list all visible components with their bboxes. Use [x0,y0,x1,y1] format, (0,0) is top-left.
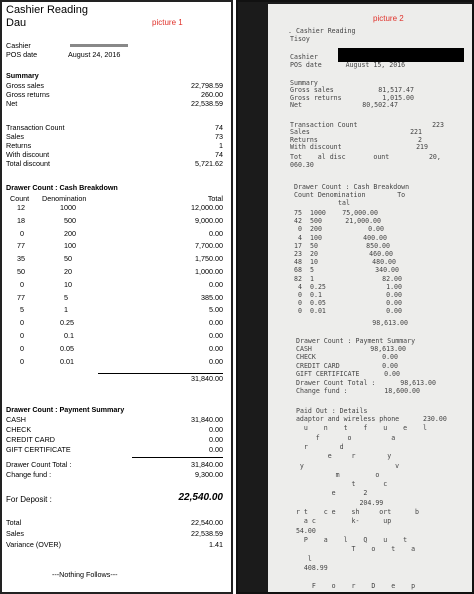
cashier-label: Cashier [6,41,31,50]
count-value: 74 [215,150,223,159]
paper-drawer-denomination: 50 [310,241,318,250]
drawer-total-value: 0.00 [209,343,223,353]
paper-drawer-count: 75 [294,209,302,217]
paper-drawer-total-value: 21,000.00 [345,217,381,226]
drawer-total-value: 1,000.00 [195,267,223,276]
payment-total-rule [132,457,223,458]
drawer-total-value: 0.00 [209,279,223,289]
drawer-count: 77 [17,292,25,302]
drawer-total-value: 385.00 [201,292,223,302]
pos-date-label: POS date [6,50,38,59]
drawer-denomination: 100 [64,241,76,251]
change-fund-label: Change fund : [6,470,52,479]
payment-value: 31,840.00 [191,415,223,424]
payment-value: 0.00 [209,435,223,444]
drawer-total-value: 1,750.00 [195,254,223,264]
paper-drawer-count: 82 [294,274,302,283]
paper-count-value: 2 [418,135,422,144]
drawer-count: 12 [17,203,25,212]
drawer-denomination: 50 [64,254,72,264]
paper-faded-line: a c k- up [288,517,392,526]
drawer-total-value: 0.00 [209,356,223,366]
drawer-total-value: 5.00 [209,305,223,315]
paper-payment-value: 0.00 [382,353,398,362]
drawer-total-value: 12,000.00 [191,203,223,212]
thermal-paper [268,4,474,592]
paper-faded-line: t c [288,480,388,489]
payment-label: CASH [6,415,26,424]
drawer-count: 0 [20,228,24,238]
paper-count-value: 221 [410,128,422,137]
paper-drawer-denomination: 10 [310,258,318,267]
receipt-subtitle: Dau [6,17,27,29]
drawer-count: 50 [17,267,25,276]
drawer-count: 18 [17,215,25,225]
paper-drawer-count: 4 [298,282,302,291]
drawer-denomination: 5 [64,292,68,302]
count-value: 1 [219,141,223,150]
paper-header-name: Tisoy [290,35,310,43]
paper-faded-line: P a l Q u t [288,535,408,544]
paper-payment-label: CASH [296,345,312,353]
receipt-picture-2 [236,0,474,594]
paper-faded-line: e r y [288,452,392,461]
paper-drawer-total-value: 400.00 [363,233,387,242]
payment-label: CREDIT CARD [6,435,55,444]
payment-label: GIFT CERTIFICATE [6,445,71,454]
summary-heading: Summary [6,71,39,80]
final-label: Sales [6,529,24,538]
payment-label: CHECK [6,425,32,434]
count-label: Total discount [6,159,50,168]
paper-faded-line: T o t a [288,545,416,554]
drawer-count: 35 [17,254,25,264]
paper-payment-label: Drawer Count Total : [296,378,376,387]
picture-label: picture 1 [152,18,183,27]
summary-label: Gross sales [6,81,44,90]
drawer-denomination: 20 [64,267,72,276]
paper-drawer-total-value: 1.00 [386,282,402,291]
drawer-total: 31,840.00 [191,374,223,383]
paper-payment-label: GIFT CERTIFICATE [296,370,360,379]
count-label: With discount [6,150,50,159]
drawer-count: 0 [20,343,24,353]
drawer-total-value: 9,000.00 [195,215,223,225]
drawer-count-total-label: Drawer Count Total : [6,460,72,469]
paper-drawer-count: 0 [298,225,302,234]
paper-total-discount-cont: 060.30 [290,161,314,169]
paper-payment-value: 0.00 [382,361,398,370]
paper-faded-line: adaptor and wireless phone 230.00 [288,415,447,423]
summary-label: Net [6,99,18,108]
count-label: Sales [6,132,24,141]
paper-drawer-total-value: 340.00 [375,266,399,275]
drawer-heading: Drawer Count : Cash Breakdown [6,183,118,192]
drawer-denomination: 0.05 [60,343,74,353]
paper-header: . Cashier Reading [288,27,356,35]
drawer-denomination: 0.25 [60,318,74,328]
drawer-count: 5 [20,305,24,315]
paper-drawer-total-value: 850.00 [366,241,390,250]
paper-payment-label: CREDIT CARD [296,361,340,370]
redacted-cashier-name [338,48,464,62]
drawer-col-count: Count [10,194,30,203]
paper-count-value: 223 [432,121,444,129]
final-label: Variance (OVER) [6,540,61,549]
final-label: Total [6,518,22,527]
paper-drawer-denomination: 1 [310,274,314,283]
paper-faded-line: l [288,554,312,563]
final-value: 22,538.59 [191,529,223,538]
paper-drawer-total-value: 480.00 [372,258,396,267]
drawer-denomination: 0.1 [64,331,74,340]
paper-drawer-denomination: 500 [310,217,322,226]
paper-drawer-denomination: 0.1 [310,291,322,299]
count-label: Returns [6,141,32,150]
paper-total-discount: Tot al disc ount 20, [290,153,441,161]
paper-drawer-denomination: 200 [310,225,322,234]
paper-drawer-count: 17 [294,241,302,250]
deposit-value: 22,540.00 [178,492,223,503]
final-value: 22,540.00 [191,518,223,527]
paper-drawer-count: 23 [294,250,302,258]
paper-drawer-count: 0 [298,299,302,308]
drawer-count: 0 [20,356,24,366]
drawer-denomination: 500 [64,215,76,225]
paper-drawer-total-value: 0.00 [386,291,402,299]
payment-value: 0.00 [209,425,223,434]
paper-drawer-columns-cont: tal [338,199,350,207]
paper-faded-line: f o a [288,433,396,442]
paper-drawer-total-value: 0.00 [386,307,402,316]
paper-faded-line: u n t f u e l [288,424,427,433]
drawer-denomination: 1000 [60,203,76,212]
paper-summary-label: Summary [290,79,318,87]
paper-faded-line: y v [288,461,400,470]
final-value: 1.41 [209,540,223,549]
drawer-total-value: 0.00 [209,228,223,238]
drawer-denomination: 0.01 [60,356,74,366]
drawer-total-value: 0.00 [209,318,223,328]
drawer-denomination: 10 [64,279,72,289]
paper-drawer-count: 42 [294,217,302,226]
paper-payment-value: 18,600.00 [384,387,420,395]
drawer-col-denomination: Denomination [42,194,87,203]
paper-summary-label: Gross sales [290,86,334,95]
paper-drawer-denomination: 1000 [310,209,326,217]
paper-count-label: Returns [290,135,318,144]
drawer-count: 0 [20,279,24,289]
paper-count-label: With discount [290,143,342,152]
paper-faded-line: F o r D e p [288,582,416,591]
paper-drawer-count: 68 [294,266,302,275]
paper-summary-label: Gross returns [290,93,342,102]
paper-count-label: Transaction Count [290,121,358,129]
paper-payment-label: Change fund : [296,387,348,395]
paper-drawer-columns: Count Denomination To [294,191,406,199]
paper-drawer-total-value: 460.00 [369,250,393,258]
drawer-count: 0 [20,318,24,328]
paper-drawer-denomination: 0.05 [310,299,326,308]
paper-faded-line: m o [288,470,380,479]
summary-label: Gross returns [6,90,50,99]
paper-payment-value: 0.00 [384,370,400,379]
receipt-picture-1 [0,0,233,594]
count-label: Transaction Count [6,123,65,132]
drawer-denomination: 200 [64,228,76,238]
paper-summary-label: Net [290,101,302,110]
count-value: 5,721.62 [195,159,223,168]
paper-faded-line: 54.00 [288,526,316,535]
payment-value: 0.00 [209,445,223,454]
paper-faded-line: 408.99 [288,563,328,572]
paper-payment-label: CHECK [296,353,316,362]
paper-faded-line: r d [288,442,344,451]
drawer-count: 0 [20,331,24,340]
drawer-count: 77 [17,241,25,251]
summary-value: 260.00 [201,90,223,99]
paper-cashier-label: Cashier [290,53,318,61]
paper-drawer-denomination: 0.25 [310,282,326,291]
count-value: 74 [215,123,223,132]
payment-heading: Drawer Count : Payment Summary [6,405,125,414]
paper-summary-value: 81,517.47 [378,86,414,95]
paper-drawer-denomination: 5 [310,266,314,275]
drawer-total-value: 7,700.00 [195,241,223,251]
paper-summary-value: 80,502.47 [362,101,398,110]
drawer-total-value: 0.00 [209,331,223,340]
pos-date-value: August 24, 2016 [68,50,121,59]
paper-faded-line: e 2 [288,489,368,498]
redacted-cashier-name [70,44,128,47]
receipt-title: Cashier Reading [6,4,88,16]
change-fund-value: 9,300.00 [195,470,223,479]
paper-drawer-total-value: 0.00 [386,299,402,308]
paper-faded-line: 204.99 [288,498,384,507]
deposit-label: For Deposit : [6,495,52,504]
paper-drawer-total-value: 82.00 [382,274,402,283]
paper-summary-value: 1,015.00 [382,93,414,102]
paper-drawer-total: 98,613.00 [372,319,408,327]
paper-drawer-count: 0 [298,307,302,316]
paper-drawer-count: 4 [298,233,302,242]
picture-label-2: picture 2 [373,14,404,23]
paper-payment-value: 98,613.00 [370,345,406,353]
count-value: 73 [215,132,223,141]
paper-count-value: 219 [416,143,428,152]
receipt-footer: ---Nothing Follows--- [52,570,118,579]
drawer-col-total: Total [207,194,223,203]
paper-faded-line: r t c e sh ort b [288,508,420,516]
drawer-denomination: 1 [64,305,68,315]
paper-payment-value: 98,613.00 [400,378,436,387]
paper-drawer-count: 0 [298,291,302,299]
paper-drawer-total-value: 75,000.00 [342,209,378,217]
summary-value: 22,798.59 [191,81,223,90]
paper-drawer-denomination: 20 [310,250,318,258]
paper-count-label: Sales [290,128,310,137]
paper-drawer-denomination: 0.01 [310,307,326,316]
paper-payment-heading: Drawer Count : Payment Summary [296,337,416,345]
paper-drawer-total-value: 0.00 [368,225,384,234]
paper-drawer-count: 48 [294,258,302,267]
paper-drawer-denomination: 100 [310,233,322,242]
paper-pos-date: POS date August 15, 2016 [290,61,406,69]
summary-value: 22,538.59 [191,99,223,108]
paper-drawer-heading: Drawer Count : Cash Breakdown [294,183,410,191]
paper-paid-out-heading: Paid Out : Details [296,407,368,415]
drawer-count-total-value: 31,840.00 [191,460,223,469]
